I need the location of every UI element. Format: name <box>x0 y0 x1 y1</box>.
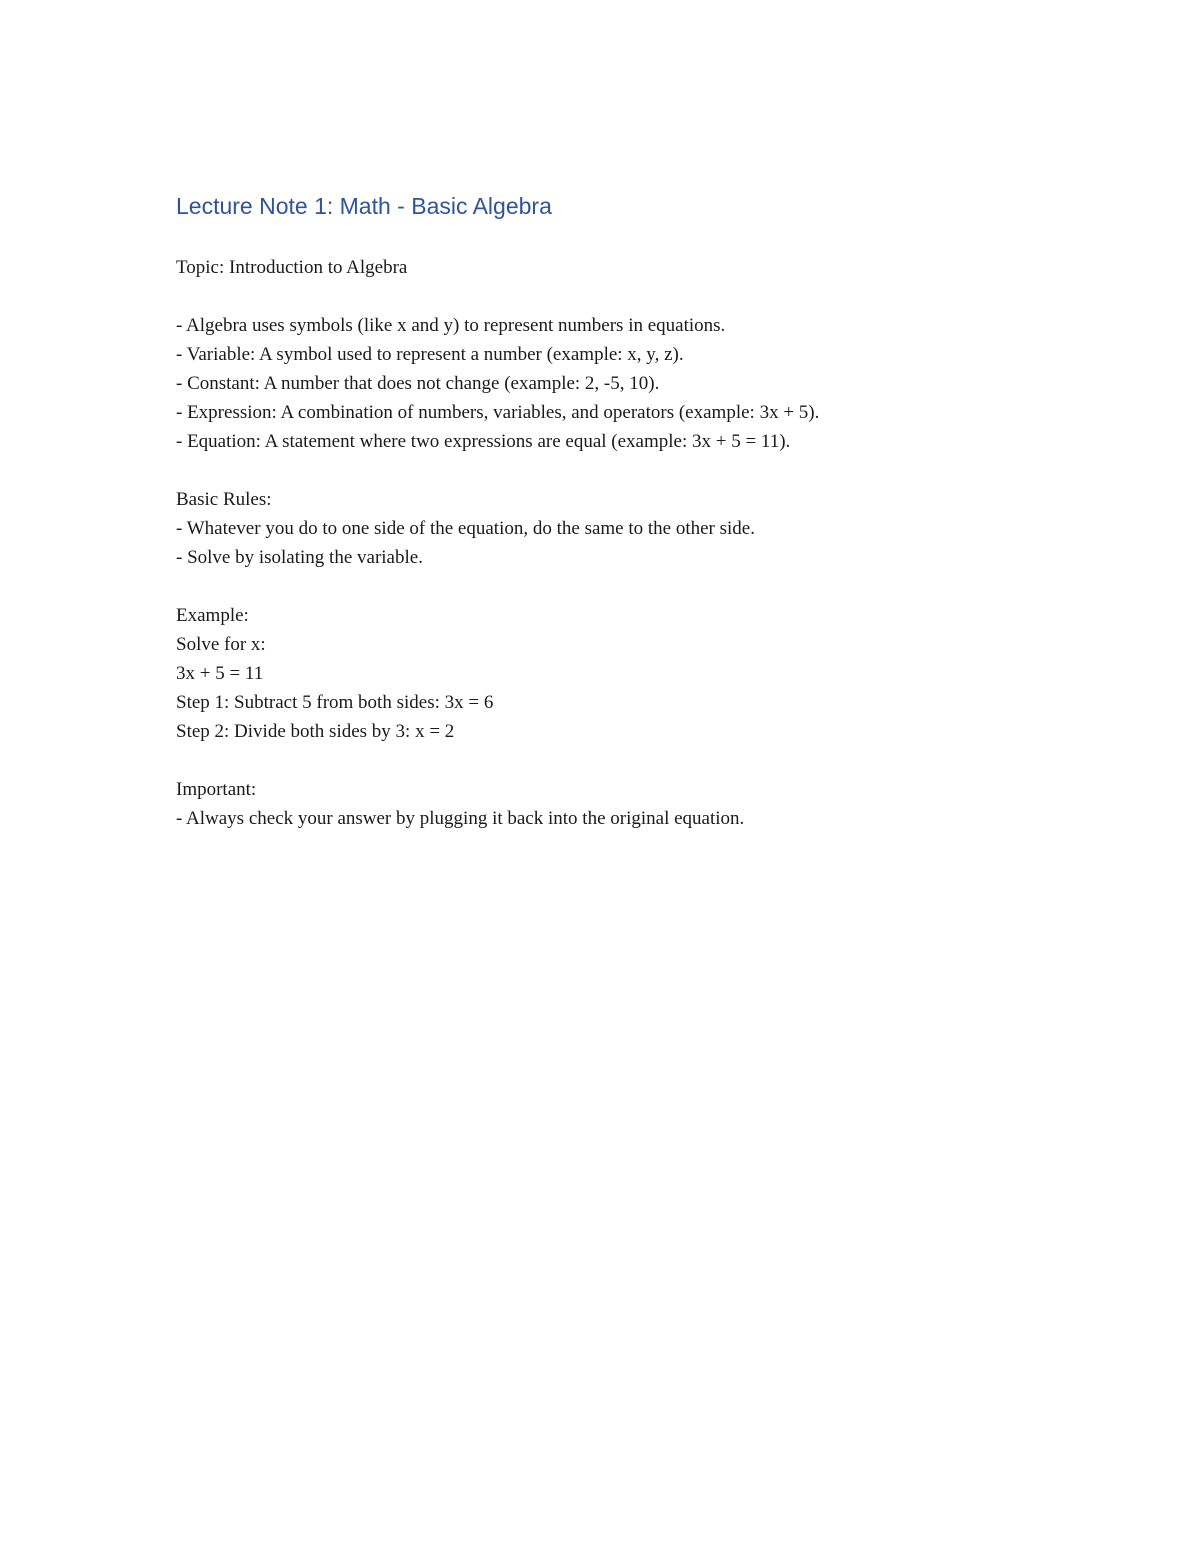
document-title: Lecture Note 1: Math - Basic Algebra <box>176 193 552 219</box>
important-block <box>176 804 1036 833</box>
example-block <box>176 630 1036 746</box>
paragraph-gap <box>176 456 1036 485</box>
example-line: Step 1: Subtract 5 from both sides: 3x = 6 <box>176 692 494 713</box>
rules-heading: Basic Rules: <box>176 489 272 510</box>
example-line: 3x + 5 = 11 <box>176 663 264 684</box>
document-body <box>176 190 1036 833</box>
rule-item: - Solve by isolating the variable. <box>176 547 423 568</box>
paragraph-gap <box>176 572 1036 601</box>
topic-line: Topic: Introduction to Algebra <box>176 257 408 278</box>
important-heading: Important: <box>176 779 257 800</box>
rule-item: - Whatever you do to one side of the equation, do the same to the other side. <box>176 518 755 539</box>
definition-item: - Expression: A combination of numbers, variables, and operators (example: 3x + 5). <box>176 402 820 423</box>
paragraph-gap <box>176 282 1036 311</box>
definition-item: - Variable: A symbol used to represent a number (example: x, y, z). <box>176 344 684 365</box>
paragraph-gap <box>176 746 1036 775</box>
example-heading: Example: <box>176 605 249 626</box>
definition-item: - Algebra uses symbols (like x and y) to represent numbers in equations. <box>176 315 726 336</box>
example-line: Step 2: Divide both sides by 3: x = 2 <box>176 721 455 742</box>
definition-item: - Constant: A number that does not change (example: 2, -5, 10). <box>176 373 660 394</box>
definition-item: - Equation: A statement where two expressions are equal (example: 3x + 5 = 11). <box>176 431 791 452</box>
important-line: - Always check your answer by plugging it back into the original equation. <box>176 808 745 829</box>
rules-list <box>176 514 1036 572</box>
definitions-list <box>176 311 1036 456</box>
example-line: Solve for x: <box>176 634 266 655</box>
